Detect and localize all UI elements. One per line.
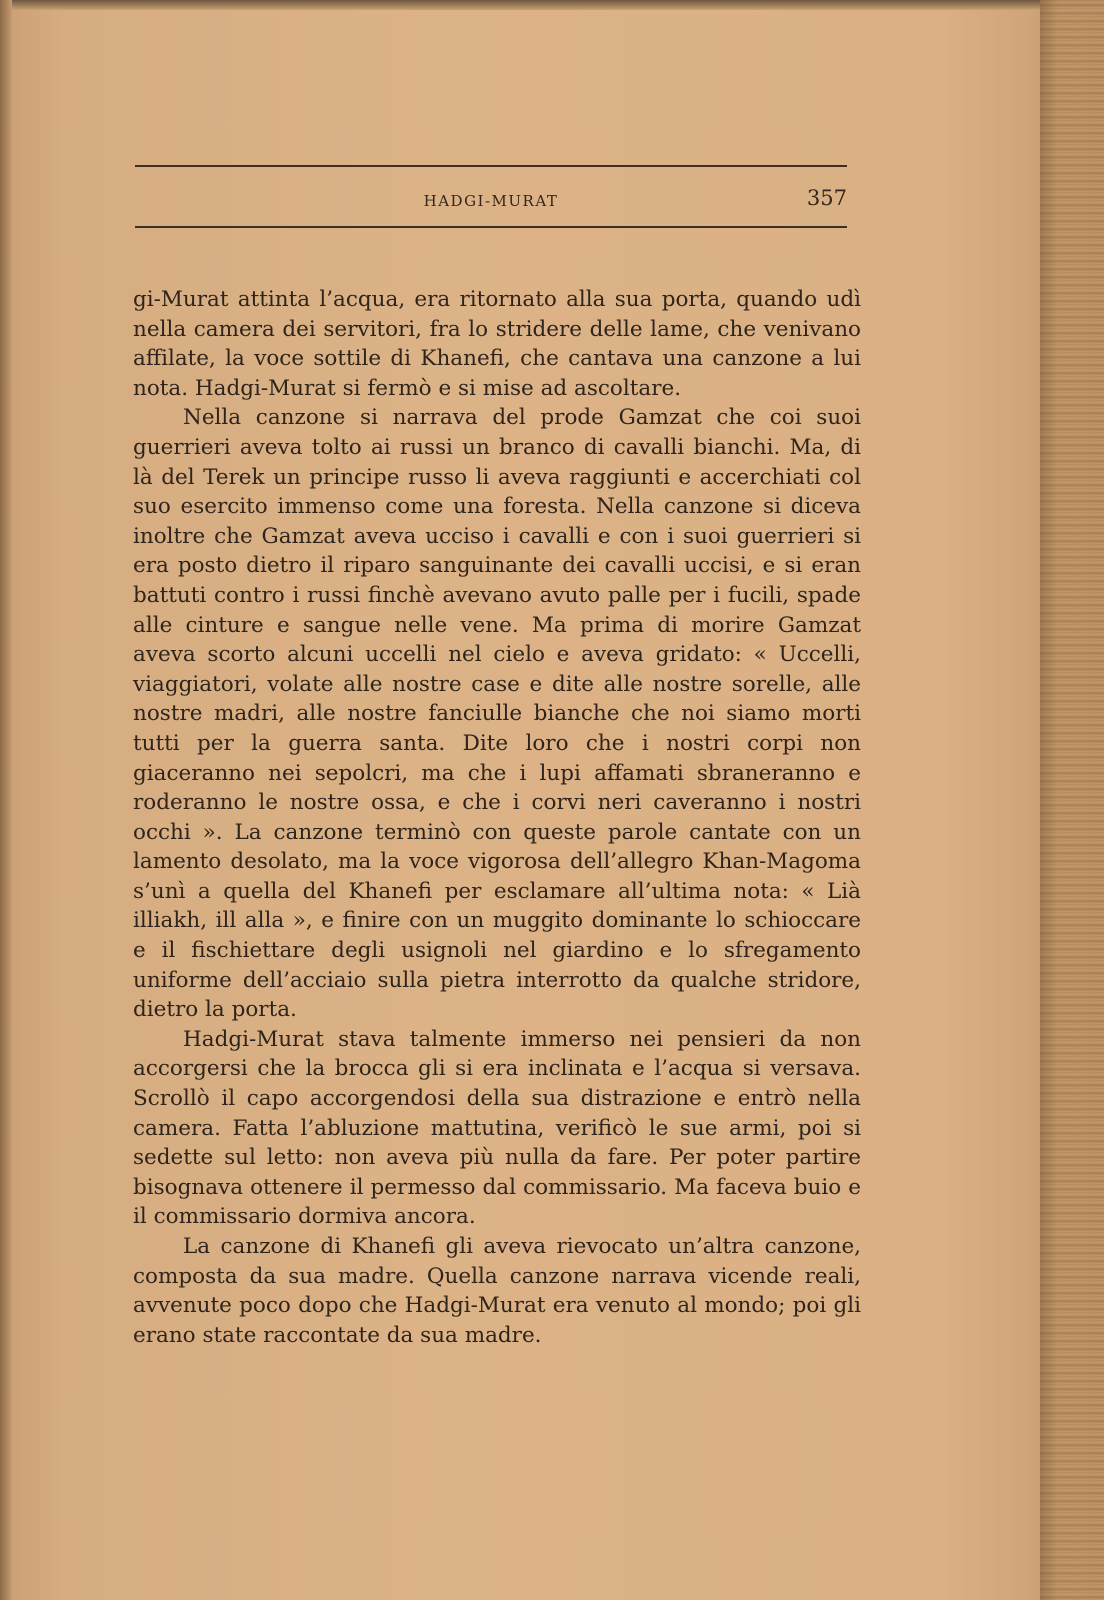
page-fore-edge <box>1040 0 1104 1600</box>
page-gutter-left <box>0 0 12 1600</box>
header-rule-top <box>135 165 847 167</box>
paragraph: Nella canzone si narrava del prode Gamzat che coi suoi guerrieri aveva tolto ai russi un branco di cavalli bianchi. Ma, di là del Terek un principe russo li aveva raggiunti e accerchiati col suo esercito immenso come una foresta. Nella canzone si diceva inoltre che Gamzat aveva ucciso i cavalli e con i suoi guerrieri si era posto dietro il riparo sanguinante dei cavalli uccisi, e si eran battuti contro i russi finchè avevano avuto palle per i fucili, spade alle cinture e sangue nelle vene. Ma prima di morire Gamzat aveva scorto alcuni uccelli nel cielo e aveva gridato: « Uccelli, viaggiatori, volate alle nostre case e dite alle nostre sorelle, alle nostre madri, alle nostre fanciulle bianche che noi siamo morti tutti per la guerra santa. Dite loro che i nostri corpi non giaceranno nei sepolcri, ma che i lupi affamati sbraneranno e roderanno le nostre ossa, e che i corvi neri caveranno i nostri occhi ». La canzone terminò con queste parole cantate con un lamento desolato, ma la voce vigorosa dell’allegro Khan-Magoma s’unì a quella del Khanefi per esclamare all’ultima nota: « Lià illiakh, ill alla », e finire con un muggito dominante lo schioccare e il fischiettare degli usignoli nel giardino e lo sfregamento uniforme dell’acciaio sulla pietra interrotto da qualche stridore, dietro la porta. <box>133 405 861 1023</box>
running-title: HADGI-MURAT <box>423 192 559 210</box>
header-rule-bottom <box>135 226 847 228</box>
running-header <box>135 186 847 216</box>
page-top-shadow <box>0 0 1104 10</box>
page-number: 357 <box>806 186 847 210</box>
paragraph: La canzone di Khanefi gli aveva rievocato un’altra canzone, composta da sua madre. Quella canzone narrava vicende reali, avvenute poco dopo che Hadgi-Murat era venuto al mondo; poi gli erano state raccontate da sua madre. <box>133 1234 861 1348</box>
paragraph: Hadgi-Murat stava talmente immerso nei pensieri da non accorgersi che la brocca gli si era inclinata e l’acqua si versava. Scrollò il capo accorgendosi della sua distrazione e entrò nella camera. Fatta l’abluzione mattutina, verificò le sue armi, poi si sedette sul letto: non aveva più nulla da fare. Per poter partire bisognava ottenere il permesso dal commissario. Ma faceva buio e il commissario dormiva ancora. <box>133 1026 861 1230</box>
paragraph: gi-Murat attinta l’acqua, era ritornato alla sua porta, quando udì nella camera dei servitori, fra lo stridere delle lame, che venivano affilate, la voce sottile di Khanefi, che cantava una canzone a lui nota. Hadgi-Murat si fermò e si mise ad ascoltare. <box>133 287 861 401</box>
body-text <box>133 285 861 1350</box>
